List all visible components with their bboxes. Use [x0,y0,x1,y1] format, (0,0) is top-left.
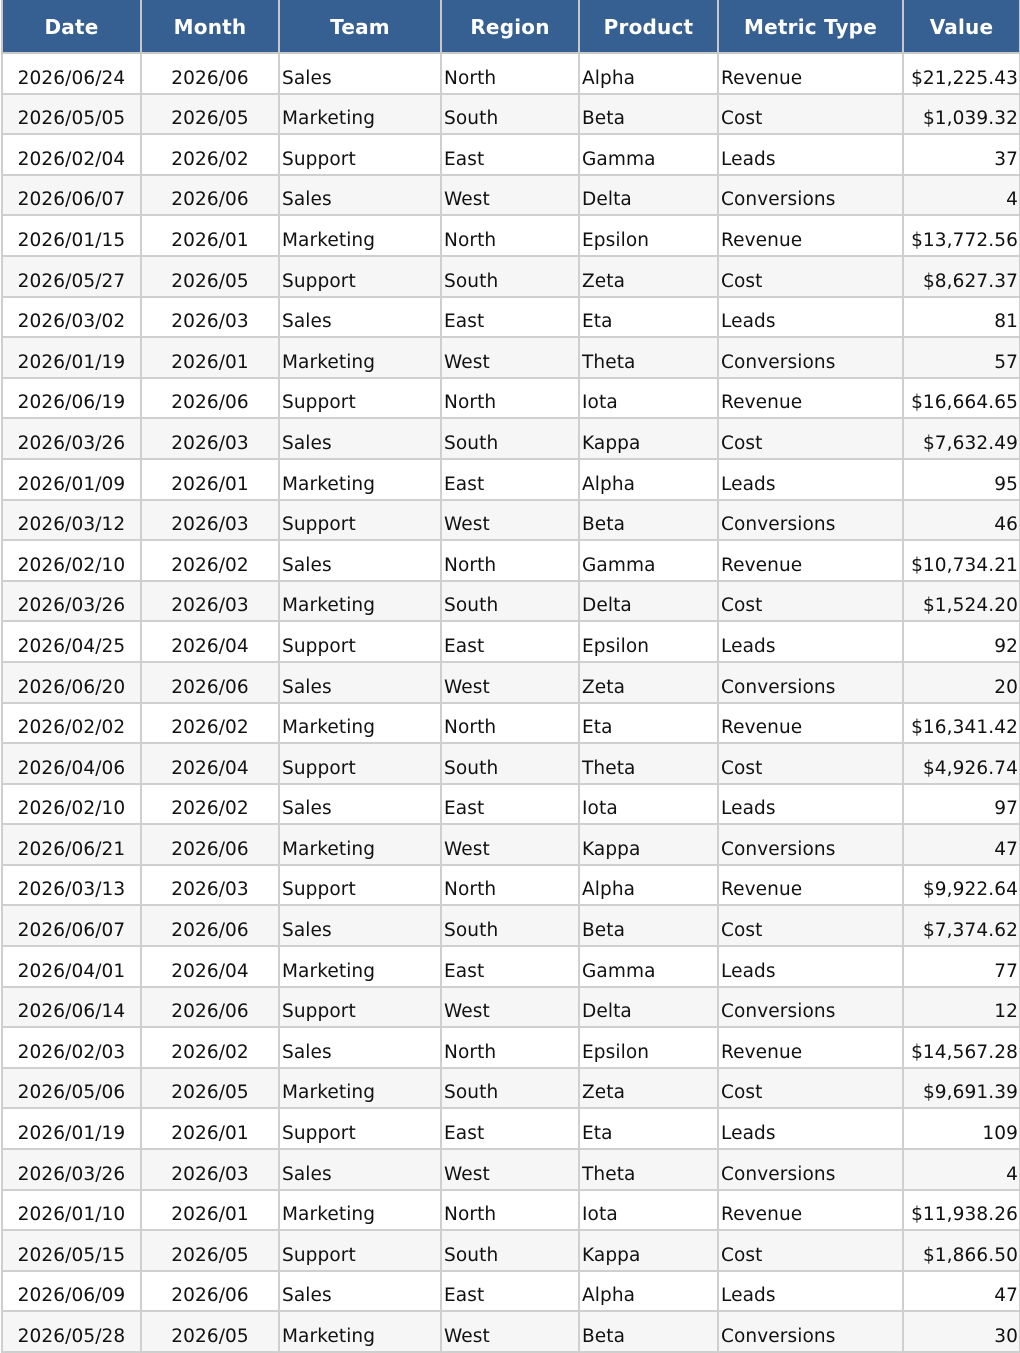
table-row [2,297,1020,338]
cell-month[interactable]: 2026/03 [141,500,279,541]
table-row [2,459,1020,500]
table-row [2,418,1020,459]
cell-product[interactable]: Iota [579,1190,718,1231]
cell-team[interactable]: Marketing [279,337,441,378]
cell-product[interactable]: Alpha [579,459,718,500]
cell-date[interactable]: 2026/03/26 [2,418,141,459]
cell-team[interactable]: Marketing [279,1190,441,1231]
table-row [2,175,1020,216]
cell-region[interactable]: East [441,621,579,662]
cell-month[interactable]: 2026/02 [141,784,279,825]
cell-product[interactable]: Delta [579,987,718,1028]
cell-product[interactable]: Epsilon [579,1027,718,1068]
cell-region[interactable]: West [441,500,579,541]
cell-value[interactable]: 46 [903,500,1020,541]
cell-metric-type[interactable]: Revenue [718,540,903,581]
cell-month[interactable]: 2026/02 [141,134,279,175]
column-header-value[interactable]: Value [903,1,1020,54]
cell-month[interactable]: 2026/06 [141,987,279,1028]
table-header [2,1,1020,54]
cell-date[interactable]: 2026/03/26 [2,1149,141,1190]
cell-region[interactable]: South [441,94,579,135]
cell-month[interactable]: 2026/03 [141,1149,279,1190]
cell-region[interactable]: East [441,297,579,338]
table-row [2,134,1020,175]
cell-value[interactable]: $13,772.56 [903,215,1020,256]
cell-team[interactable]: Sales [279,418,441,459]
cell-date[interactable]: 2026/06/19 [2,378,141,419]
cell-region[interactable]: East [441,784,579,825]
cell-product[interactable]: Epsilon [579,621,718,662]
cell-region[interactable]: West [441,824,579,865]
cell-date[interactable]: 2026/06/07 [2,175,141,216]
column-header-product[interactable]: Product [579,1,718,54]
cell-month[interactable]: 2026/01 [141,215,279,256]
cell-team[interactable]: Sales [279,1149,441,1190]
table-row [2,784,1020,825]
cell-team[interactable]: Support [279,134,441,175]
cell-product[interactable]: Beta [579,905,718,946]
cell-region[interactable]: East [441,1271,579,1312]
cell-product[interactable]: Delta [579,175,718,216]
cell-region[interactable]: North [441,865,579,906]
table-row [2,1149,1020,1190]
cell-team[interactable]: Sales [279,540,441,581]
cell-region[interactable]: South [441,581,579,622]
cell-month[interactable]: 2026/06 [141,1271,279,1312]
table-row [2,1230,1020,1271]
cell-month[interactable]: 2026/05 [141,1068,279,1109]
cell-metric-type[interactable]: Leads [718,134,903,175]
cell-region[interactable]: East [441,1108,579,1149]
cell-date[interactable]: 2026/06/07 [2,905,141,946]
cell-value[interactable]: $10,734.21 [903,540,1020,581]
cell-team[interactable]: Support [279,1230,441,1271]
cell-region[interactable]: West [441,337,579,378]
cell-metric-type[interactable]: Leads [718,621,903,662]
cell-month[interactable]: 2026/06 [141,662,279,703]
cell-region[interactable]: North [441,703,579,744]
table-row [2,1190,1020,1231]
cell-metric-type[interactable]: Cost [718,1068,903,1109]
cell-team[interactable]: Marketing [279,215,441,256]
cell-date[interactable]: 2026/06/14 [2,987,141,1028]
cell-value[interactable]: $11,938.26 [903,1190,1020,1231]
table-row [2,337,1020,378]
table-row [2,94,1020,135]
cell-value[interactable]: $4,926.74 [903,743,1020,784]
cell-team[interactable]: Support [279,500,441,541]
cell-date[interactable]: 2026/02/10 [2,784,141,825]
cell-team[interactable]: Support [279,256,441,297]
cell-product[interactable]: Zeta [579,1068,718,1109]
cell-value[interactable]: 97 [903,784,1020,825]
cell-region[interactable]: North [441,540,579,581]
cell-product[interactable]: Eta [579,703,718,744]
cell-value[interactable]: 12 [903,987,1020,1028]
table-row [2,905,1020,946]
cell-month[interactable]: 2026/01 [141,337,279,378]
cell-value[interactable]: $1,866.50 [903,1230,1020,1271]
table-row [2,946,1020,987]
cell-date[interactable]: 2026/03/02 [2,297,141,338]
cell-value[interactable]: 81 [903,297,1020,338]
cell-value[interactable]: $1,524.20 [903,581,1020,622]
cell-team[interactable]: Marketing [279,824,441,865]
cell-value[interactable]: 20 [903,662,1020,703]
cell-team[interactable]: Sales [279,1271,441,1312]
cell-product[interactable]: Theta [579,1149,718,1190]
cell-product[interactable]: Kappa [579,824,718,865]
table-row [2,581,1020,622]
cell-metric-type[interactable]: Revenue [718,215,903,256]
cell-team[interactable]: Marketing [279,703,441,744]
cell-team[interactable]: Sales [279,1027,441,1068]
cell-value[interactable]: 47 [903,824,1020,865]
cell-metric-type[interactable]: Leads [718,297,903,338]
cell-product[interactable]: Alpha [579,865,718,906]
cell-product[interactable]: Zeta [579,256,718,297]
cell-month[interactable]: 2026/02 [141,703,279,744]
cell-value[interactable]: 57 [903,337,1020,378]
cell-metric-type[interactable]: Cost [718,905,903,946]
cell-metric-type[interactable]: Cost [718,581,903,622]
column-header-region[interactable]: Region [441,1,579,54]
table-row [2,1271,1020,1312]
data-table [1,0,1020,1353]
cell-month[interactable]: 2026/05 [141,1230,279,1271]
cell-month[interactable]: 2026/04 [141,743,279,784]
cell-date[interactable]: 2026/02/10 [2,540,141,581]
table-row [2,743,1020,784]
cell-month[interactable]: 2026/06 [141,53,279,94]
cell-metric-type[interactable]: Conversions [718,1311,903,1352]
cell-value[interactable]: 92 [903,621,1020,662]
cell-metric-type[interactable]: Cost [718,743,903,784]
cell-team[interactable]: Support [279,1108,441,1149]
cell-team[interactable]: Support [279,987,441,1028]
cell-region[interactable]: East [441,946,579,987]
cell-month[interactable]: 2026/01 [141,1190,279,1231]
cell-date[interactable]: 2026/06/09 [2,1271,141,1312]
cell-region[interactable]: West [441,1311,579,1352]
cell-value[interactable]: $21,225.43 [903,53,1020,94]
cell-metric-type[interactable]: Leads [718,1271,903,1312]
cell-team[interactable]: Sales [279,53,441,94]
cell-date[interactable]: 2026/06/20 [2,662,141,703]
cell-value[interactable]: 4 [903,1149,1020,1190]
cell-region[interactable]: South [441,1230,579,1271]
cell-value[interactable]: $14,567.28 [903,1027,1020,1068]
cell-region[interactable]: North [441,1190,579,1231]
cell-month[interactable]: 2026/06 [141,378,279,419]
cell-metric-type[interactable]: Leads [718,1108,903,1149]
cell-region[interactable]: East [441,134,579,175]
cell-date[interactable]: 2026/06/24 [2,53,141,94]
table-row [2,865,1020,906]
table-row [2,500,1020,541]
cell-date[interactable]: 2026/05/28 [2,1311,141,1352]
cell-date[interactable]: 2026/04/01 [2,946,141,987]
cell-team[interactable]: Support [279,865,441,906]
cell-team[interactable]: Marketing [279,581,441,622]
cell-value[interactable]: $1,039.32 [903,94,1020,135]
cell-product[interactable]: Alpha [579,53,718,94]
cell-product[interactable]: Alpha [579,1271,718,1312]
table-row [2,1068,1020,1109]
cell-region[interactable]: West [441,175,579,216]
header-row [2,1,1020,54]
cell-date[interactable]: 2026/03/26 [2,581,141,622]
cell-metric-type[interactable]: Cost [718,94,903,135]
cell-team[interactable]: Support [279,378,441,419]
cell-metric-type[interactable]: Conversions [718,500,903,541]
cell-value[interactable]: $8,627.37 [903,256,1020,297]
cell-value[interactable]: $7,374.62 [903,905,1020,946]
cell-team[interactable]: Support [279,743,441,784]
cell-metric-type[interactable]: Revenue [718,1190,903,1231]
table-row [2,1311,1020,1352]
table-row [2,703,1020,744]
cell-team[interactable]: Marketing [279,459,441,500]
cell-metric-type[interactable]: Leads [718,459,903,500]
cell-value[interactable]: 47 [903,1271,1020,1312]
table-row [2,1027,1020,1068]
table-row [2,215,1020,256]
cell-month[interactable]: 2026/06 [141,175,279,216]
cell-metric-type[interactable]: Cost [718,418,903,459]
cell-team[interactable]: Marketing [279,1311,441,1352]
cell-month[interactable]: 2026/06 [141,905,279,946]
cell-month[interactable]: 2026/01 [141,1108,279,1149]
column-header-team[interactable]: Team [279,1,441,54]
cell-metric-type[interactable]: Conversions [718,824,903,865]
cell-month[interactable]: 2026/03 [141,297,279,338]
cell-product[interactable]: Kappa [579,418,718,459]
cell-date[interactable]: 2026/06/21 [2,824,141,865]
cell-value[interactable]: 30 [903,1311,1020,1352]
cell-metric-type[interactable]: Conversions [718,337,903,378]
column-header-metric-type[interactable]: Metric Type [718,1,903,54]
cell-metric-type[interactable]: Cost [718,1230,903,1271]
cell-month[interactable]: 2026/02 [141,540,279,581]
table-row [2,53,1020,94]
cell-metric-type[interactable]: Revenue [718,703,903,744]
cell-team[interactable]: Sales [279,784,441,825]
cell-product[interactable]: Epsilon [579,215,718,256]
cell-value[interactable]: $9,922.64 [903,865,1020,906]
cell-product[interactable]: Eta [579,297,718,338]
cell-product[interactable]: Iota [579,378,718,419]
cell-region[interactable]: South [441,743,579,784]
cell-metric-type[interactable]: Revenue [718,53,903,94]
cell-metric-type[interactable]: Conversions [718,1149,903,1190]
cell-value[interactable]: 77 [903,946,1020,987]
cell-value[interactable]: $7,632.49 [903,418,1020,459]
cell-date[interactable]: 2026/05/06 [2,1068,141,1109]
cell-metric-type[interactable]: Leads [718,946,903,987]
cell-date[interactable]: 2026/05/15 [2,1230,141,1271]
cell-month[interactable]: 2026/03 [141,865,279,906]
cell-product[interactable]: Gamma [579,134,718,175]
cell-month[interactable]: 2026/03 [141,581,279,622]
cell-date[interactable]: 2026/03/13 [2,865,141,906]
cell-product[interactable]: Iota [579,784,718,825]
cell-metric-type[interactable]: Leads [718,784,903,825]
cell-date[interactable]: 2026/04/25 [2,621,141,662]
cell-region[interactable]: South [441,1068,579,1109]
cell-team[interactable]: Support [279,621,441,662]
cell-product[interactable]: Theta [579,337,718,378]
cell-product[interactable]: Kappa [579,1230,718,1271]
cell-date[interactable]: 2026/01/09 [2,459,141,500]
cell-value[interactable]: $16,664.65 [903,378,1020,419]
cell-value[interactable]: $9,691.39 [903,1068,1020,1109]
cell-date[interactable]: 2026/02/04 [2,134,141,175]
cell-date[interactable]: 2026/01/15 [2,215,141,256]
cell-region[interactable]: North [441,215,579,256]
table-body [2,53,1020,1352]
cell-team[interactable]: Sales [279,905,441,946]
cell-month[interactable]: 2026/06 [141,824,279,865]
cell-month[interactable]: 2026/05 [141,256,279,297]
column-header-month[interactable]: Month [141,1,279,54]
table-row [2,987,1020,1028]
cell-region[interactable]: West [441,1149,579,1190]
cell-team[interactable]: Marketing [279,94,441,135]
cell-value[interactable]: 95 [903,459,1020,500]
cell-month[interactable]: 2026/02 [141,1027,279,1068]
cell-month[interactable]: 2026/05 [141,94,279,135]
cell-product[interactable]: Gamma [579,540,718,581]
cell-product[interactable]: Eta [579,1108,718,1149]
cell-date[interactable]: 2026/05/05 [2,94,141,135]
cell-product[interactable]: Delta [579,581,718,622]
table-row [2,824,1020,865]
cell-metric-type[interactable]: Cost [718,256,903,297]
cell-product[interactable]: Beta [579,94,718,135]
cell-metric-type[interactable]: Conversions [718,987,903,1028]
cell-date[interactable]: 2026/01/19 [2,337,141,378]
table-row [2,621,1020,662]
cell-product[interactable]: Beta [579,500,718,541]
table-row [2,662,1020,703]
cell-region[interactable]: East [441,459,579,500]
cell-value[interactable]: 109 [903,1108,1020,1149]
cell-date[interactable]: 2026/02/03 [2,1027,141,1068]
cell-value[interactable]: 37 [903,134,1020,175]
cell-region[interactable]: North [441,378,579,419]
cell-metric-type[interactable]: Conversions [718,175,903,216]
cell-metric-type[interactable]: Revenue [718,1027,903,1068]
cell-team[interactable]: Sales [279,662,441,703]
cell-team[interactable]: Sales [279,297,441,338]
cell-team[interactable]: Sales [279,175,441,216]
table-row [2,378,1020,419]
cell-date[interactable]: 2026/01/10 [2,1190,141,1231]
cell-product[interactable]: Zeta [579,662,718,703]
cell-product[interactable]: Beta [579,1311,718,1352]
cell-month[interactable]: 2026/03 [141,418,279,459]
cell-team[interactable]: Marketing [279,946,441,987]
cell-month[interactable]: 2026/01 [141,459,279,500]
cell-date[interactable]: 2026/03/12 [2,500,141,541]
table-row [2,540,1020,581]
cell-product[interactable]: Theta [579,743,718,784]
cell-month[interactable]: 2026/04 [141,946,279,987]
cell-region[interactable]: North [441,1027,579,1068]
cell-product[interactable]: Gamma [579,946,718,987]
column-header-date[interactable]: Date [2,1,141,54]
cell-month[interactable]: 2026/04 [141,621,279,662]
cell-month[interactable]: 2026/05 [141,1311,279,1352]
cell-date[interactable]: 2026/02/02 [2,703,141,744]
cell-value[interactable]: $16,341.42 [903,703,1020,744]
cell-region[interactable]: South [441,256,579,297]
cell-date[interactable]: 2026/05/27 [2,256,141,297]
cell-metric-type[interactable]: Conversions [718,662,903,703]
table-row [2,256,1020,297]
cell-date[interactable]: 2026/01/19 [2,1108,141,1149]
cell-region[interactable]: West [441,987,579,1028]
cell-team[interactable]: Marketing [279,1068,441,1109]
cell-region[interactable]: South [441,418,579,459]
cell-region[interactable]: South [441,905,579,946]
cell-region[interactable]: West [441,662,579,703]
table-row [2,1108,1020,1149]
cell-region[interactable]: North [441,53,579,94]
cell-value[interactable]: 4 [903,175,1020,216]
cell-date[interactable]: 2026/04/06 [2,743,141,784]
cell-metric-type[interactable]: Revenue [718,865,903,906]
cell-metric-type[interactable]: Revenue [718,378,903,419]
